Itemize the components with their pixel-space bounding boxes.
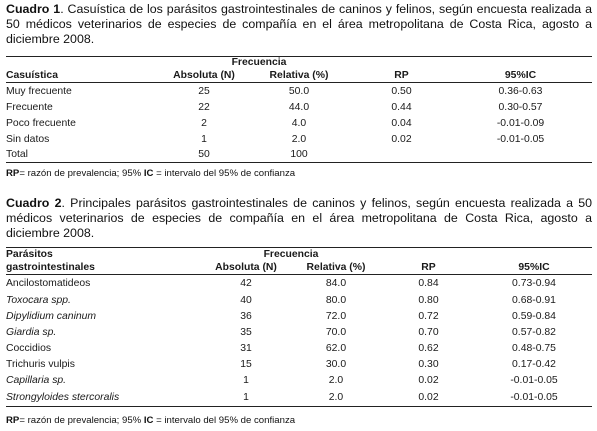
table-row — [6, 83, 592, 100]
row-label: Poco frecuente — [6, 118, 76, 129]
row-relativa: 44.0 — [288, 102, 310, 113]
table1-frecuencia-header: Frecuencia — [231, 57, 287, 69]
row-absoluta: 15 — [240, 359, 252, 370]
row-absoluta: 42 — [240, 278, 252, 290]
row-ic: 0.30-0.57 — [498, 102, 543, 113]
footnote-ic: IC — [143, 168, 154, 179]
table1-caption-label: Cuadro 1 — [6, 2, 61, 16]
table-row — [6, 341, 592, 357]
row-label: Capillaria sp. — [6, 375, 67, 386]
footnote-text-end: = intervalo del 95% de confianza — [153, 168, 296, 179]
table1-col-rp: RP — [394, 69, 409, 81]
footnote-rp: RP — [6, 415, 20, 426]
row-relativa: 70.0 — [325, 327, 347, 338]
row-ic: 0.48-0.75 — [512, 343, 556, 354]
footnote-text: = razón de prevalencia; 95% — [19, 168, 144, 179]
row-rp: 0.02 — [391, 134, 412, 145]
row-label: Strongyloides stercoralis — [6, 391, 120, 403]
row-label: Trichuris vulpis — [6, 359, 75, 370]
footnote-ic: IC — [143, 415, 154, 426]
table-row — [6, 309, 592, 325]
table2-col-relativa: Relativa (%) — [306, 261, 366, 273]
row-absoluta: 1 — [243, 375, 249, 386]
row-relativa: 72.0 — [325, 311, 347, 322]
table1-footnote — [6, 168, 295, 179]
row-rp: 0.80 — [418, 295, 439, 306]
row-label: Giardia sp. — [6, 327, 57, 338]
table2-col-ic: 95%IC — [518, 261, 550, 273]
table2 — [6, 247, 592, 407]
row-ic: 0.17-0.42 — [512, 359, 556, 370]
row-absoluta: 31 — [240, 343, 252, 354]
row-rp: 0.50 — [391, 85, 412, 97]
row-absoluta: 22 — [198, 102, 210, 113]
footnote-text: = razón de prevalencia; 95% — [19, 415, 144, 426]
table2-col-parasitos-line1: Parásitos — [6, 248, 53, 260]
table-row — [6, 373, 592, 389]
table2-col-rp: RP — [421, 261, 436, 273]
table1-caption — [6, 2, 592, 47]
row-ic: 0.57-0.82 — [512, 327, 556, 338]
table-row — [6, 116, 592, 132]
row-rp: 0.30 — [418, 359, 439, 370]
table2-caption — [6, 196, 592, 241]
table-row — [6, 132, 592, 148]
table1-total-row — [6, 148, 592, 163]
row-label: Coccidios — [6, 343, 52, 354]
table1 — [6, 56, 592, 163]
total-absoluta: 50 — [198, 149, 210, 161]
total-label: Total — [6, 149, 28, 161]
table2-caption-label: Cuadro 2 — [6, 196, 62, 210]
row-rp: 0.02 — [418, 375, 439, 386]
row-rp: 0.72 — [418, 311, 439, 322]
footnote-text-end: = intervalo del 95% de confianza — [153, 415, 296, 426]
row-ic: -0.01-0.05 — [510, 391, 558, 403]
row-rp: 0.44 — [391, 102, 412, 113]
row-relativa: 80.0 — [325, 295, 347, 306]
row-ic: -0.01-0.05 — [496, 134, 545, 145]
row-relativa: 50.0 — [288, 85, 310, 97]
row-absoluta: 1 — [201, 134, 207, 145]
row-rp: 0.02 — [418, 391, 439, 403]
table-row — [6, 389, 592, 407]
table1-col-absoluta: Absoluta (N) — [173, 69, 235, 81]
row-ic: 0.68-0.91 — [512, 295, 556, 306]
row-label: Toxocara spp. — [6, 295, 71, 306]
row-ic: 0.73-0.94 — [512, 278, 556, 290]
row-label: Ancilostomatideos — [6, 278, 91, 290]
row-label: Dipylidium caninum — [6, 311, 97, 322]
row-absoluta: 35 — [240, 327, 252, 338]
table1-col-ic: 95%IC — [504, 69, 537, 81]
row-relativa: 2.0 — [328, 391, 344, 403]
table1-caption-text: . Casuística de los parásitos gastrointestinales de caninos y felinos, según encuesta realizada a 50 médicos veterinarios de especies de compañía en el área metropolitana de Costa Rica, agosto a diciembre 2008. — [6, 2, 593, 46]
row-absoluta: 25 — [198, 85, 210, 97]
total-relativa: 100 — [290, 149, 308, 161]
row-ic: -0.01-0.09 — [496, 118, 545, 129]
table1-header-row — [6, 69, 592, 83]
row-absoluta: 1 — [243, 391, 249, 403]
row-relativa: 30.0 — [325, 359, 347, 370]
table2-header-row — [6, 261, 592, 275]
row-relativa: 2.0 — [328, 375, 344, 386]
row-relativa: 4.0 — [291, 118, 307, 129]
row-relativa: 84.0 — [325, 278, 347, 290]
table2-frecuencia-header: Frecuencia — [263, 248, 319, 260]
table-row — [6, 325, 592, 341]
row-label: Frecuente — [6, 102, 53, 113]
row-ic: 0.59-0.84 — [512, 311, 556, 322]
row-rp: 0.04 — [391, 118, 412, 129]
table2-group-header-row — [6, 248, 592, 261]
row-label: Muy frecuente — [6, 85, 72, 97]
row-absoluta: 2 — [201, 118, 207, 129]
row-absoluta: 36 — [240, 311, 252, 322]
table2-caption-text: . Principales parásitos gastrointestinales de caninos y felinos, según encuesta realizada a 50 médicos veterinarios de especies de compañía en el área metropolitana de Costa Rica, agosto a diciembre 2008. — [6, 196, 592, 240]
row-label: Sin datos — [6, 134, 50, 145]
table2-col-parasitos-line2: gastrointestinales — [6, 261, 95, 273]
table1-col-relativa: Relativa (%) — [269, 69, 329, 81]
row-rp: 0.62 — [418, 343, 439, 354]
table1-col-casuistica: Casuística — [6, 69, 58, 81]
table1-group-header-row — [6, 57, 592, 69]
table-row — [6, 357, 592, 373]
table-row — [6, 100, 592, 116]
table2-footnote — [6, 415, 295, 426]
row-ic: 0.36-0.63 — [498, 85, 543, 97]
row-rp: 0.70 — [418, 327, 439, 338]
row-ic: -0.01-0.05 — [510, 375, 558, 386]
footnote-rp: RP — [6, 168, 20, 179]
row-relativa: 2.0 — [291, 134, 307, 145]
row-absoluta: 40 — [240, 295, 252, 306]
table2-col-absoluta: Absoluta (N) — [215, 261, 277, 273]
table-row — [6, 275, 592, 293]
table-row — [6, 293, 592, 309]
row-rp: 0.84 — [418, 278, 439, 290]
row-relativa: 62.0 — [325, 343, 347, 354]
